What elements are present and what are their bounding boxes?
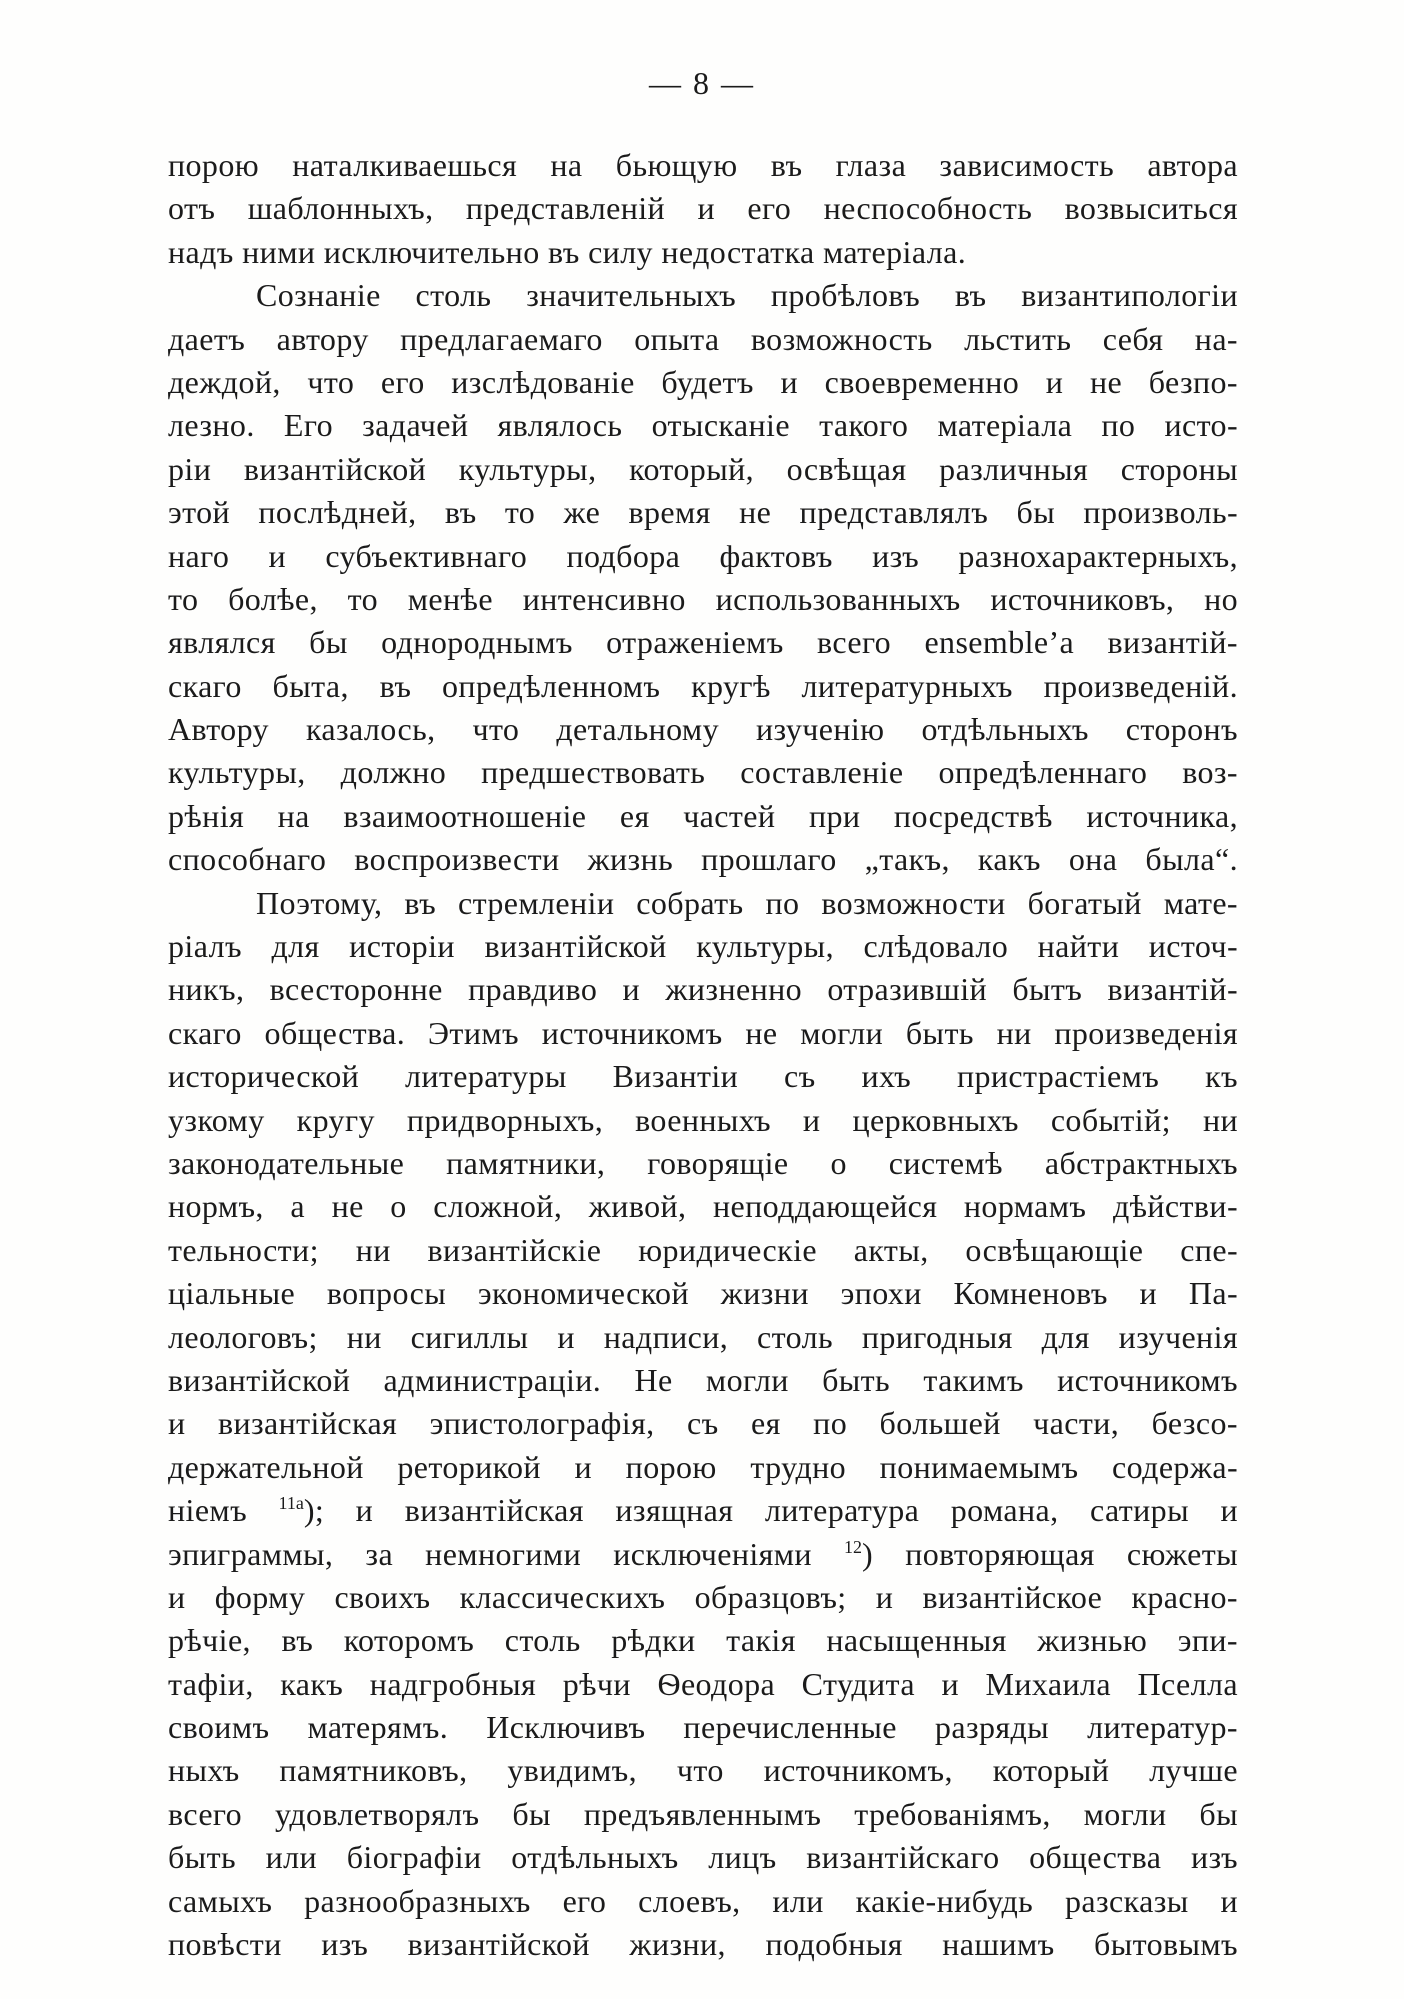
text-line: ріалъ для исторіи византійской культуры, слѣдовало найти источ- (168, 928, 1238, 965)
footnote-ref: 12 (844, 1536, 863, 1557)
text-line: исторической литературы Византіи съ ихъ пристрастіемъ къ (168, 1058, 1238, 1095)
text-line: ціальные вопросы экономической жизни эпохи Комненовъ и Па- (168, 1275, 1238, 1312)
text-line: порою наталкиваешься на бьющую въ глаза зависимость автора (168, 147, 1238, 183)
text-line: тафіи, какъ надгробныя рѣчи Ѳеодора Студита и Михаила Пселла (168, 1665, 1238, 1702)
line-segment: ); и византійская изящная литература романа, сатиры и (303, 1492, 1238, 1529)
line-segment: ніемъ (168, 1492, 279, 1529)
text-line: всего удовлетворялъ бы предъявленнымъ требованіямъ, могли бы (168, 1795, 1238, 1832)
footnote-ref: 11a (278, 1493, 304, 1514)
text-line: Сознаніе столь значительныхъ пробѣловъ въ византипологіи (256, 277, 1238, 314)
text-line: повѣсти изъ византійской жизни, подобныя нашимъ бытовымъ (168, 1926, 1238, 1963)
text-line: то болѣе, то менѣе интенсивно использованныхъ источниковъ, но (168, 580, 1238, 617)
text-line: узкому кругу придворныхъ, военныхъ и церковныхъ событій; ни (168, 1101, 1238, 1138)
text-line: никъ, всесторонне правдиво и жизненно отразившій бытъ византій- (168, 971, 1238, 1008)
text-line: надъ ними исключительно въ силу недостатка матеріала. (168, 233, 967, 270)
line-segment: ) повторяющая сюжеты (862, 1535, 1238, 1572)
line-segment: эпиграммы, за немногими исключеніями (168, 1535, 845, 1572)
text-line: этой послѣдней, въ то же время не представлялъ бы произволь- (168, 494, 1238, 531)
body-text (168, 144, 1238, 1966)
text-line: и византійская эпистолографія, съ ея по большей части, безсо- (168, 1405, 1238, 1442)
text-line: скаго быта, въ опредѣленномъ кругѣ литературныхъ произведеній. (168, 667, 1238, 704)
text-line: лезно. Его задачей являлось отысканіе такого матеріала по исто- (168, 407, 1238, 444)
text-line: отъ шаблонныхъ, представленій и его неспособность возвыситься (168, 190, 1238, 227)
text-line: леологовъ; ни сигиллы и надписи, столь пригодныя для изученія (168, 1318, 1238, 1355)
text-line: ріи византійской культуры, который, освѣщая различныя стороны (168, 450, 1238, 487)
text-line (168, 1533, 1238, 1576)
text-line: культуры, должно предшествовать составленіе опредѣленнаго воз- (168, 754, 1238, 791)
text-line: ныхъ памятниковъ, увидимъ, что источникомъ, который лучше (168, 1752, 1238, 1789)
text-line: тельности; ни византійскіе юридическіе акты, освѣщающіе спе- (168, 1231, 1238, 1268)
text-line: наго и субъективнаго подбора фактовъ изъ разнохарактерныхъ, (168, 537, 1238, 574)
text-line: даетъ автору предлагаемаго опыта возможность льстить себя на- (168, 320, 1238, 357)
page-number: — 8 — (649, 65, 755, 101)
text-line: рѣчіе, въ которомъ столь рѣдки такія насыщенныя жизнью эпи- (168, 1622, 1238, 1659)
text-line: и форму своихъ классическихъ образцовъ; и византійское красно- (168, 1578, 1238, 1615)
text-line (168, 1489, 1238, 1532)
text-line: быть или біографіи отдѣльныхъ лицъ византійскаго общества изъ (168, 1839, 1238, 1876)
text-line: самыхъ разнообразныхъ его слоевъ, или какіе-нибудь разсказы и (168, 1882, 1238, 1919)
text-line: византійской администраціи. Не могли быть такимъ источникомъ (168, 1361, 1238, 1398)
text-line: Автору казалось, что детальному изученію отдѣльныхъ сторонъ (168, 711, 1238, 748)
text-line: скаго общества. Этимъ источникомъ не могли быть ни произведенія (168, 1014, 1238, 1051)
text-line: деждой, что его изслѣдованіе будетъ и своевременно и не безпо- (168, 363, 1238, 400)
text-line: способнаго воспроизвести жизнь прошлаго „такъ, какъ она была“. (168, 841, 1238, 878)
text-line: Поэтому, въ стремленіи собрать по возможности богатый мате- (256, 884, 1238, 921)
text-line: нормъ, а не о сложной, живой, неподдающейся нормамъ дѣйстви- (168, 1188, 1238, 1225)
text-line: держательной реторикой и порою трудно понимаемымъ содержа- (168, 1448, 1238, 1485)
text-line: рѣнія на взаимоотношеніе ея частей при посредствѣ источника, (168, 797, 1238, 834)
text-line: являлся бы однороднымъ отраженіемъ всего ensemble’а византій- (168, 624, 1238, 661)
text-line: законодательные памятники, говорящіе о системѣ абстрактныхъ (168, 1144, 1238, 1181)
text-line: своимъ матерямъ. Исключивъ перечисленные разряды литератур- (168, 1709, 1238, 1746)
